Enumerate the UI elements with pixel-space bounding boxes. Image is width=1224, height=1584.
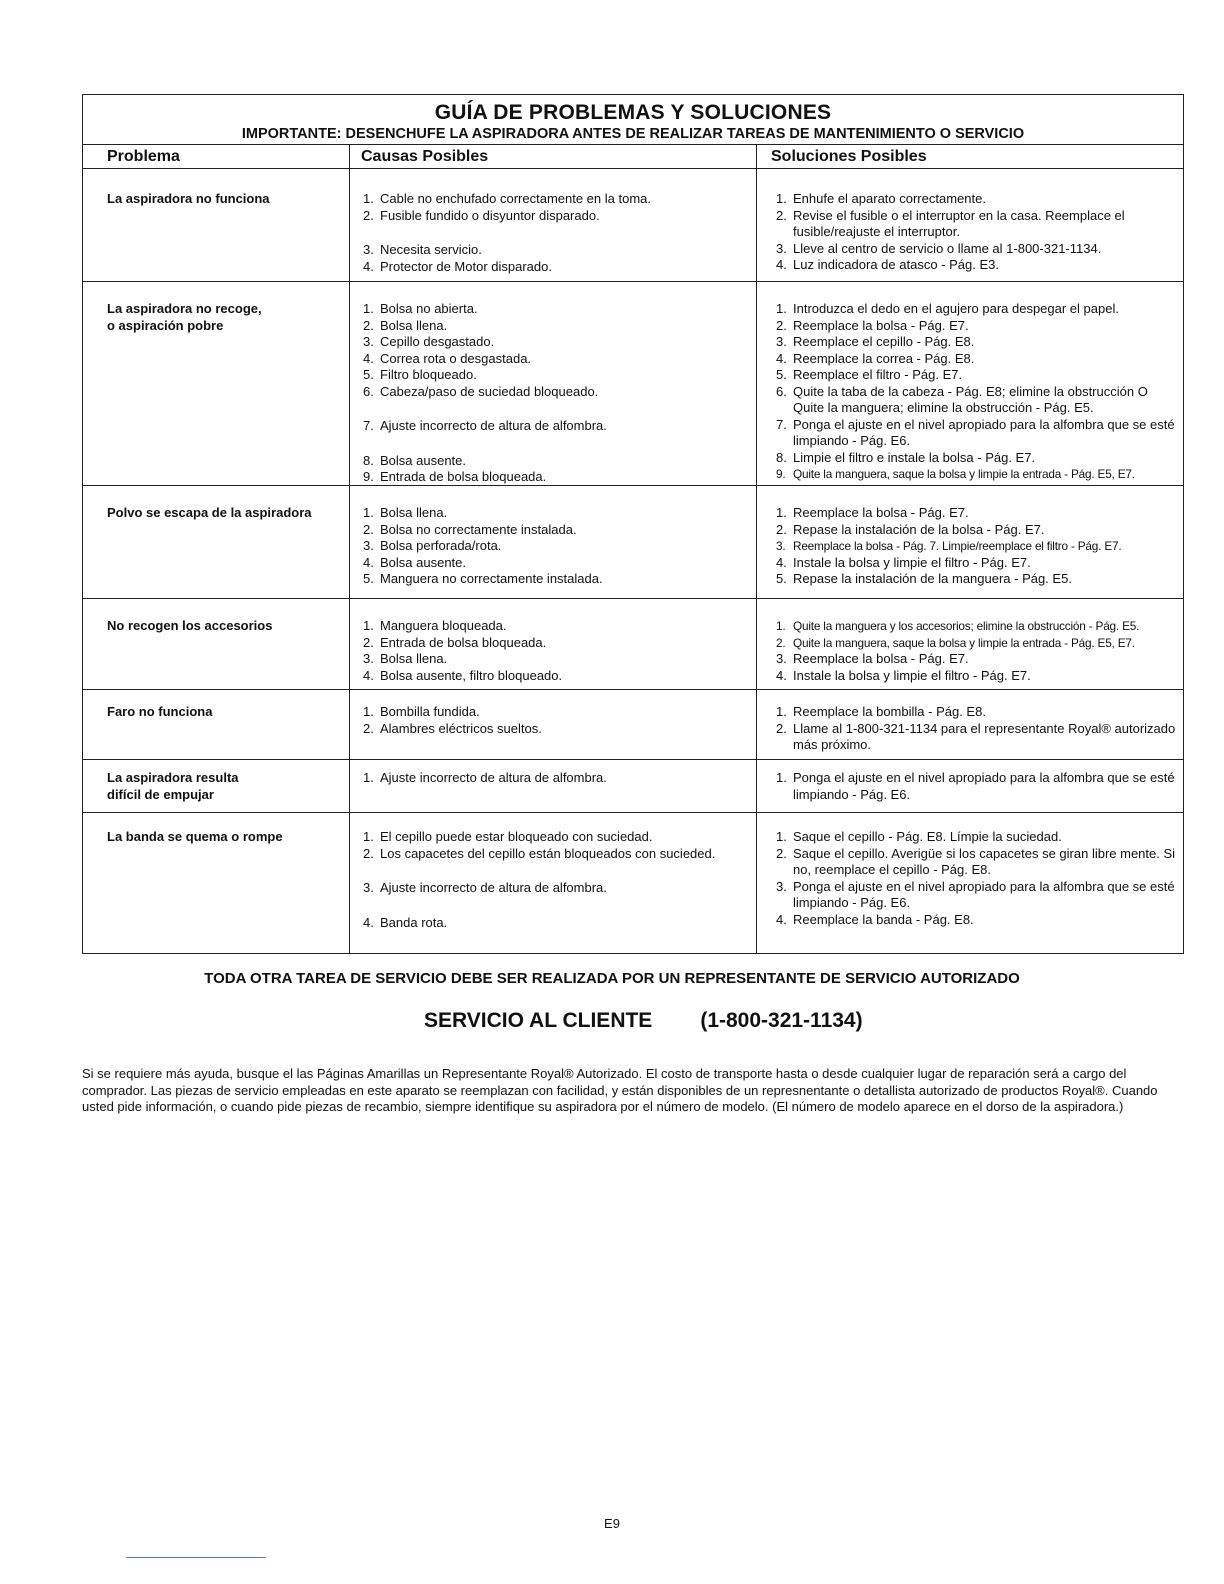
list-item: [363, 367, 756, 384]
list-item: [363, 651, 756, 668]
list-item: [776, 257, 1180, 274]
problem-cell: [83, 813, 350, 953]
table-row: [83, 599, 1183, 690]
item-text: Llame al 1-800-321-1134 para el representante Royal® autorizado más próximo.: [793, 720, 1176, 752]
list-item: [776, 318, 1180, 335]
item-text: Bolsa llena.: [380, 317, 448, 333]
spacer: [363, 435, 756, 453]
list-item: [776, 618, 1180, 635]
item-number: 3.: [776, 539, 786, 553]
item-number: 2.: [776, 635, 786, 650]
item-number: 8.: [776, 449, 787, 465]
table-row: [83, 486, 1183, 599]
solutions-cell: [757, 690, 1183, 759]
item-number: 1.: [776, 301, 787, 316]
causes-cell: [350, 690, 757, 759]
list-item: [776, 191, 1180, 208]
list-item: [363, 191, 756, 208]
item-number: 3.: [776, 334, 787, 349]
item-number: 5.: [776, 571, 787, 586]
item-text: Saque el cepillo - Pág. E8. Límpie la suciedad.: [793, 829, 1062, 844]
table-row: [83, 813, 1183, 953]
item-number: 1.: [363, 829, 374, 844]
item-text: Bombilla fundida.: [380, 704, 480, 719]
item-text: Reemplace la bolsa - Pág. 7. Limpie/reemplace el filtro - Pág. E7.: [793, 539, 1122, 553]
item-text: Ajuste incorrecto de altura de alfombra.: [380, 770, 607, 785]
item-text: Reemplace la bolsa - Pág. E7.: [793, 505, 969, 520]
item-number: 3.: [776, 240, 787, 256]
list-item: [776, 301, 1180, 318]
item-text: Bolsa ausente, filtro bloqueado.: [380, 667, 563, 683]
list-item: [363, 384, 756, 401]
list-item: [776, 635, 1180, 652]
item-text: El cepillo puede estar bloqueado con suciedad.: [380, 829, 653, 844]
item-text: Instale la bolsa y limpie el filtro - Pág. E7.: [793, 667, 1031, 683]
list-item: [363, 522, 756, 539]
list-item: [363, 208, 756, 225]
list-item: [776, 241, 1180, 258]
table-row: [83, 690, 1183, 760]
item-number: 1.: [776, 704, 787, 719]
item-number: 4.: [363, 258, 374, 274]
item-number: 3.: [776, 651, 787, 666]
item-text: Revise el fusible o el interruptor en la casa. Reemplace el fusible/reajuste el interruptor.: [793, 207, 1125, 239]
item-text: Cable no enchufado correctamente en la toma.: [380, 191, 652, 206]
spacer: [363, 897, 756, 915]
item-number: 4.: [363, 914, 374, 930]
list-item: [363, 351, 756, 368]
causes-cell: [350, 599, 757, 689]
item-text: Reemplace la bombilla - Pág. E8.: [793, 704, 986, 719]
item-number: 1.: [363, 770, 374, 785]
solutions-cell: [757, 813, 1183, 953]
problem-cell: [83, 760, 350, 812]
item-number: 1.: [363, 704, 374, 719]
list-item: [776, 555, 1180, 572]
list-item: [363, 418, 756, 435]
list-item: [776, 846, 1180, 879]
item-text: Quite la manguera, saque la bolsa y limpie la entrada - Pág. E5, E7.: [793, 467, 1135, 481]
item-text: Lleve al centro de servicio o llame al 1-800-321-1134.: [793, 240, 1102, 256]
item-text: Cepillo desgastado.: [380, 334, 495, 349]
item-text: Repase la instalación de la manguera - Pág. E5.: [793, 571, 1072, 586]
solutions-cell: [757, 599, 1183, 689]
item-number: 2.: [776, 317, 787, 333]
solutions-cell: [757, 282, 1183, 485]
item-number: 1.: [363, 301, 374, 316]
spacer: [363, 400, 756, 418]
item-number: 6.: [776, 383, 787, 399]
list-item: [776, 912, 1180, 929]
list-item: [363, 538, 756, 555]
item-number: 4.: [776, 667, 787, 683]
item-text: Cabeza/paso de suciedad bloqueado.: [380, 383, 599, 399]
list-item: [363, 635, 756, 652]
causes-cell: [350, 282, 757, 485]
item-number: 1.: [363, 191, 374, 206]
list-item: [363, 846, 756, 863]
item-number: 3.: [363, 538, 374, 553]
item-number: 1.: [363, 505, 374, 520]
list-item: [363, 829, 756, 846]
warning-banner: IMPORTANTE: DESENCHUFE LA ASPIRADORA ANTES DE REALIZAR TAREAS DE MANTENIMIENTO O SERVICIO: [83, 125, 1183, 145]
item-number: 9.: [363, 469, 374, 484]
causes-cell: [350, 169, 757, 281]
item-number: 1.: [776, 770, 787, 785]
help-paragraph: Si se requiere más ayuda, busque el las Páginas Amarillas un Representante Royal® Autorizado. El costo de transporte hasta o desde cualquier lugar de reparación será a cargo del comprador. Las piezas de servicio empleadas en este aparato se reemplazan con facilidad, y están disponibles de un represnentante o detallista autorizado de productos Royal®. Cuando usted pide información, o cuando pide piezas de recambio, siempre identifique su aspiradora por el número de modelo. (El número de modelo aparece en el dorso de la aspiradora.): [82, 1066, 1158, 1114]
list-item: [363, 880, 756, 897]
item-number: 7.: [363, 418, 374, 433]
item-number: 4.: [776, 554, 787, 570]
item-text: Reemplace la banda - Pág. E8.: [793, 911, 974, 927]
item-number: 1.: [776, 829, 787, 844]
item-number: 3.: [776, 878, 787, 894]
item-number: 4.: [363, 667, 374, 683]
item-text: Ponga el ajuste en el nivel apropiado para la alfombra que se esté limpiando - Pág. E6.: [793, 878, 1175, 910]
divider: [126, 1557, 266, 1558]
item-number: 6.: [363, 383, 374, 399]
item-number: 3.: [363, 334, 374, 349]
item-number: 9.: [776, 467, 786, 481]
customer-service: [424, 1009, 863, 1033]
list-item: [363, 242, 756, 259]
item-number: 2.: [776, 845, 787, 861]
list-item: [776, 466, 1180, 483]
list-item: [363, 259, 756, 276]
item-number: 2.: [363, 720, 374, 736]
item-number: 4.: [776, 350, 787, 366]
item-number: 2.: [363, 317, 374, 333]
list-item: [776, 668, 1180, 685]
table-body: [83, 169, 1183, 953]
service-note: TODA OTRA TAREA DE SERVICIO DEBE SER REALIZADA POR UN REPRESENTANTE DE SERVICIO AUTORIZADO: [204, 970, 1020, 987]
table-row: [83, 282, 1183, 486]
item-text: Manguera no correctamente instalada.: [380, 571, 603, 586]
list-item: [363, 555, 756, 572]
item-number: 4.: [363, 554, 374, 570]
list-item: [776, 351, 1180, 368]
list-item: [776, 571, 1180, 588]
item-text: Introduzca el dedo en el agujero para despegar el papel.: [793, 301, 1119, 316]
list-item: [363, 334, 756, 351]
list-item: [363, 618, 756, 635]
item-number: 1.: [776, 619, 786, 633]
item-number: 4.: [363, 350, 374, 366]
solutions-cell: [757, 486, 1183, 598]
list-item: [363, 469, 756, 486]
item-text: Filtro bloqueado.: [380, 367, 477, 382]
item-number: 2.: [363, 207, 374, 223]
item-text: Instale la bolsa y limpie el filtro - Pág. E7.: [793, 554, 1031, 570]
item-text: Quite la manguera, saque la bolsa y limpie la entrada - Pág. E5, E7.: [793, 635, 1135, 650]
problem-text: difícil de empujar: [107, 786, 214, 802]
header-problem: Problema: [83, 145, 350, 168]
problem-text: No recogen los accesorios: [107, 618, 273, 633]
item-number: 1.: [776, 191, 787, 206]
list-item: [776, 334, 1180, 351]
item-text: Limpie el filtro e instale la bolsa - Pág. E7.: [793, 449, 1036, 465]
problem-text: La aspiradora no recoge,: [107, 301, 262, 316]
item-text: Ajuste incorrecto de altura de alfombra.: [380, 418, 607, 433]
item-text: Saque el cepillo. Averigüe si los capacetes se giran libre mente. Si no, reemplace el cepillo - Pág. E8.: [793, 845, 1176, 877]
item-text: Reemplace el filtro - Pág. E7.: [793, 367, 963, 382]
item-number: 2.: [363, 634, 374, 650]
item-text: Bolsa ausente.: [380, 554, 467, 570]
causes-cell: [350, 813, 757, 953]
item-text: Fusible fundido o disyuntor disparado.: [380, 207, 600, 223]
item-text: Reemplace el cepillo - Pág. E8.: [793, 334, 975, 349]
item-text: Enhufe el aparato correctamente.: [793, 191, 986, 206]
item-number: 1.: [363, 618, 374, 633]
item-text: Entrada de bolsa bloqueada.: [380, 634, 547, 650]
item-text: Manguera bloqueada.: [380, 618, 507, 633]
list-item: [363, 571, 756, 588]
problem-cell: [83, 282, 350, 485]
list-item: [363, 505, 756, 522]
problem-text: Polvo se escapa de la aspiradora: [107, 505, 312, 520]
problem-cell: [83, 169, 350, 281]
list-item: [776, 417, 1180, 450]
spacer: [363, 862, 756, 880]
solutions-cell: [757, 169, 1183, 281]
item-number: 2.: [776, 521, 787, 537]
item-number: 3.: [363, 880, 374, 895]
list-item: [363, 770, 756, 787]
list-item: [776, 208, 1180, 241]
list-item: [776, 721, 1180, 754]
item-text: Banda rota.: [380, 914, 448, 930]
list-item: [363, 453, 756, 470]
problem-cell: [83, 690, 350, 759]
list-item: [363, 318, 756, 335]
item-text: Repase la instalación de la bolsa - Pág. E7.: [793, 521, 1045, 537]
header-causes: Causas Posibles: [350, 145, 757, 168]
item-text: Protector de Motor disparado.: [380, 258, 552, 274]
item-text: Bolsa perforada/rota.: [380, 538, 502, 553]
problem-text: La aspiradora resulta: [107, 770, 239, 785]
item-number: 2.: [363, 845, 374, 861]
list-item: [363, 721, 756, 738]
item-text: Ponga el ajuste en el nivel apropiado para la alfombra que se esté limpiando - Pág. E6.: [793, 416, 1175, 448]
item-text: Bolsa llena.: [380, 505, 448, 520]
item-text: Bolsa no correctamente instalada.: [380, 521, 577, 537]
list-item: [776, 384, 1180, 417]
item-number: 5.: [776, 367, 787, 382]
problem-text: La banda se quema o rompe: [107, 829, 283, 844]
troubleshooting-table: [82, 94, 1184, 954]
problem-text: La aspiradora no funciona: [107, 191, 270, 206]
item-number: 1.: [776, 505, 787, 520]
spacer: [363, 224, 756, 242]
list-item: [776, 770, 1180, 803]
customer-service-phone: (1-800-321-1134): [700, 1009, 863, 1032]
item-text: Bolsa llena.: [380, 651, 448, 666]
item-number: 2.: [776, 720, 787, 736]
item-text: Alambres eléctricos sueltos.: [380, 720, 542, 736]
item-text: Los capacetes del cepillo están bloqueados con sucieded.: [380, 845, 716, 861]
table-header: [83, 145, 1183, 169]
item-number: 3.: [363, 651, 374, 666]
item-text: Quite la manguera y los accesorios; elimine la obstrucción - Pág. E5.: [793, 619, 1140, 633]
item-text: Reemplace la bolsa - Pág. E7.: [793, 317, 969, 333]
item-number: 2.: [776, 207, 787, 223]
item-text: Quite la taba de la cabeza - Pág. E8; elimine la obstrucción O Quite la manguera; elimine la obstrucción - Pág. E5.: [793, 383, 1148, 415]
item-number: 3.: [363, 242, 374, 257]
item-text: Reemplace la bolsa - Pág. E7.: [793, 651, 969, 666]
table-row: [83, 169, 1183, 282]
list-item: [776, 704, 1180, 721]
list-item: [776, 879, 1180, 912]
problem-cell: [83, 599, 350, 689]
list-item: [776, 538, 1180, 555]
item-number: 5.: [363, 367, 374, 382]
table-row: [83, 760, 1183, 813]
causes-cell: [350, 760, 757, 812]
item-text: Luz indicadora de atasco - Pág. E3.: [793, 257, 999, 272]
item-number: 8.: [363, 452, 374, 468]
item-text: Ajuste incorrecto de altura de alfombra.: [380, 880, 607, 895]
item-text: Bolsa no abierta.: [380, 301, 478, 316]
item-text: Correa rota o desgastada.: [380, 350, 532, 366]
page-number: E9: [604, 1516, 620, 1531]
list-item: [363, 915, 756, 932]
item-number: 2.: [363, 521, 374, 537]
item-number: 7.: [776, 416, 787, 432]
item-number: 4.: [776, 257, 787, 272]
solutions-cell: [757, 760, 1183, 812]
list-item: [776, 450, 1180, 467]
list-item: [776, 505, 1180, 522]
list-item: [363, 704, 756, 721]
list-item: [776, 367, 1180, 384]
item-text: Entrada de bolsa bloqueada.: [380, 469, 547, 484]
list-item: [776, 829, 1180, 846]
item-text: Reemplace la correa - Pág. E8.: [793, 350, 975, 366]
problem-text: o aspiración pobre: [107, 317, 224, 333]
header-solutions: Soluciones Posibles: [771, 148, 927, 165]
item-text: Bolsa ausente.: [380, 452, 467, 468]
item-number: 4.: [776, 911, 787, 927]
customer-service-label: SERVICIO AL CLIENTE: [424, 1009, 653, 1032]
problem-cell: [83, 486, 350, 598]
causes-cell: [350, 486, 757, 598]
page-title: GUÍA DE PROBLEMAS Y SOLUCIONES: [434, 101, 832, 124]
item-number: 5.: [363, 571, 374, 586]
list-item: [363, 668, 756, 685]
list-item: [363, 301, 756, 318]
list-item: [776, 522, 1180, 539]
list-item: [776, 651, 1180, 668]
problem-text: Faro no funciona: [107, 704, 213, 719]
item-text: Necesita servicio.: [380, 242, 482, 257]
item-text: Ponga el ajuste en el nivel apropiado para la alfombra que se esté limpiando - Pág. E6.: [793, 770, 1175, 802]
